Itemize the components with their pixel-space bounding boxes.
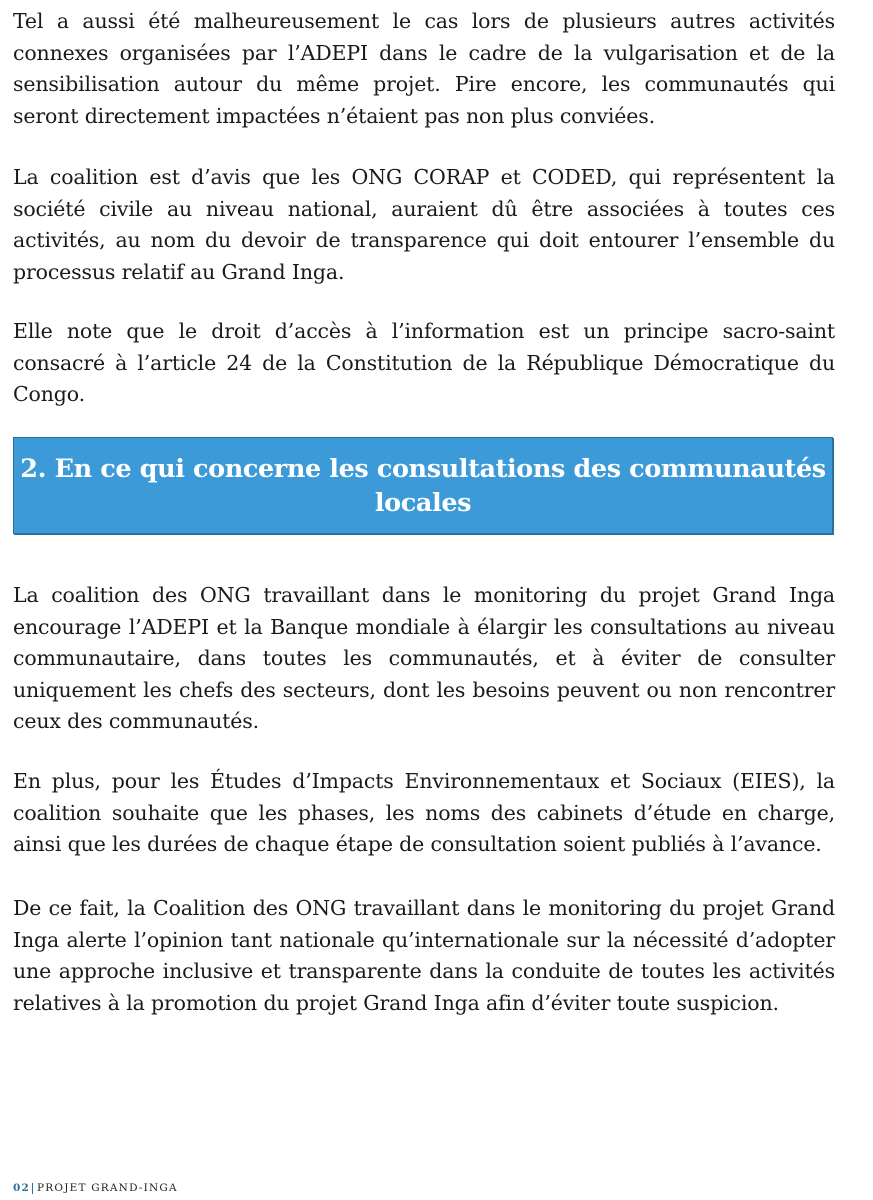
paragraph-activites-connexes: Tel a aussi été malheureusement le cas lors de plusieurs autres activités connexes organisées par l’ADEPI dans le cadre de la vulgarisation et de la sensibilisation autour du même projet. Pire encore, les communautés qui seront directement impactées n’étaient pas non plus conviées. xyxy=(13,9,835,128)
page-number: 02 xyxy=(13,1182,31,1194)
page-footer xyxy=(13,1182,178,1194)
section-heading: 2. En ce qui concerne les consultations des communautés locales xyxy=(20,453,826,518)
section-heading-box xyxy=(13,437,833,534)
paragraph-droit-information: Elle note que le droit d’accès à l’information est un principe sacro-saint consacré à l’article 24 de la Constitution de la République Démocratique du Congo. xyxy=(13,319,835,406)
footer-divider xyxy=(32,1183,33,1194)
paragraph-alerte-opinion: De ce fait, la Coalition des ONG travaillant dans le monitoring du projet Grand Inga alerte l’opinion tant nationale qu’internationale sur la nécessité d’adopter une approche inclusive et transparente dans la conduite de toutes les activités relatives à la promotion du projet Grand Inga afin d’éviter toute suspicion. xyxy=(13,896,835,1015)
paragraph-eies: En plus, pour les Études d’Impacts Environnementaux et Sociaux (EIES), la coalition souhaite que les phases, les noms des cabinets d’étude en charge, ainsi que les durées de chaque étape de consultation soient publiés à l’avance. xyxy=(13,769,835,856)
paragraph-consultations: La coalition des ONG travaillant dans le monitoring du projet Grand Inga encourage l’ADEPI et la Banque mondiale à élargir les consultations au niveau communautaire, dans toutes les communautés, et à éviter de consulter uniquement les chefs des secteurs, dont les besoins peuvent ou non rencontrer ceux des communautés. xyxy=(13,583,835,733)
paragraph-avis-coalition: La coalition est d’avis que les ONG CORAP et CODED, qui représentent la société civile au niveau national, auraient dû être associées à toutes ces activités, au nom du devoir de transparence qui doit entourer l’ensemble du processus relatif au Grand Inga. xyxy=(13,165,835,284)
footer-title: PROJET GRAND-INGA xyxy=(37,1182,178,1194)
